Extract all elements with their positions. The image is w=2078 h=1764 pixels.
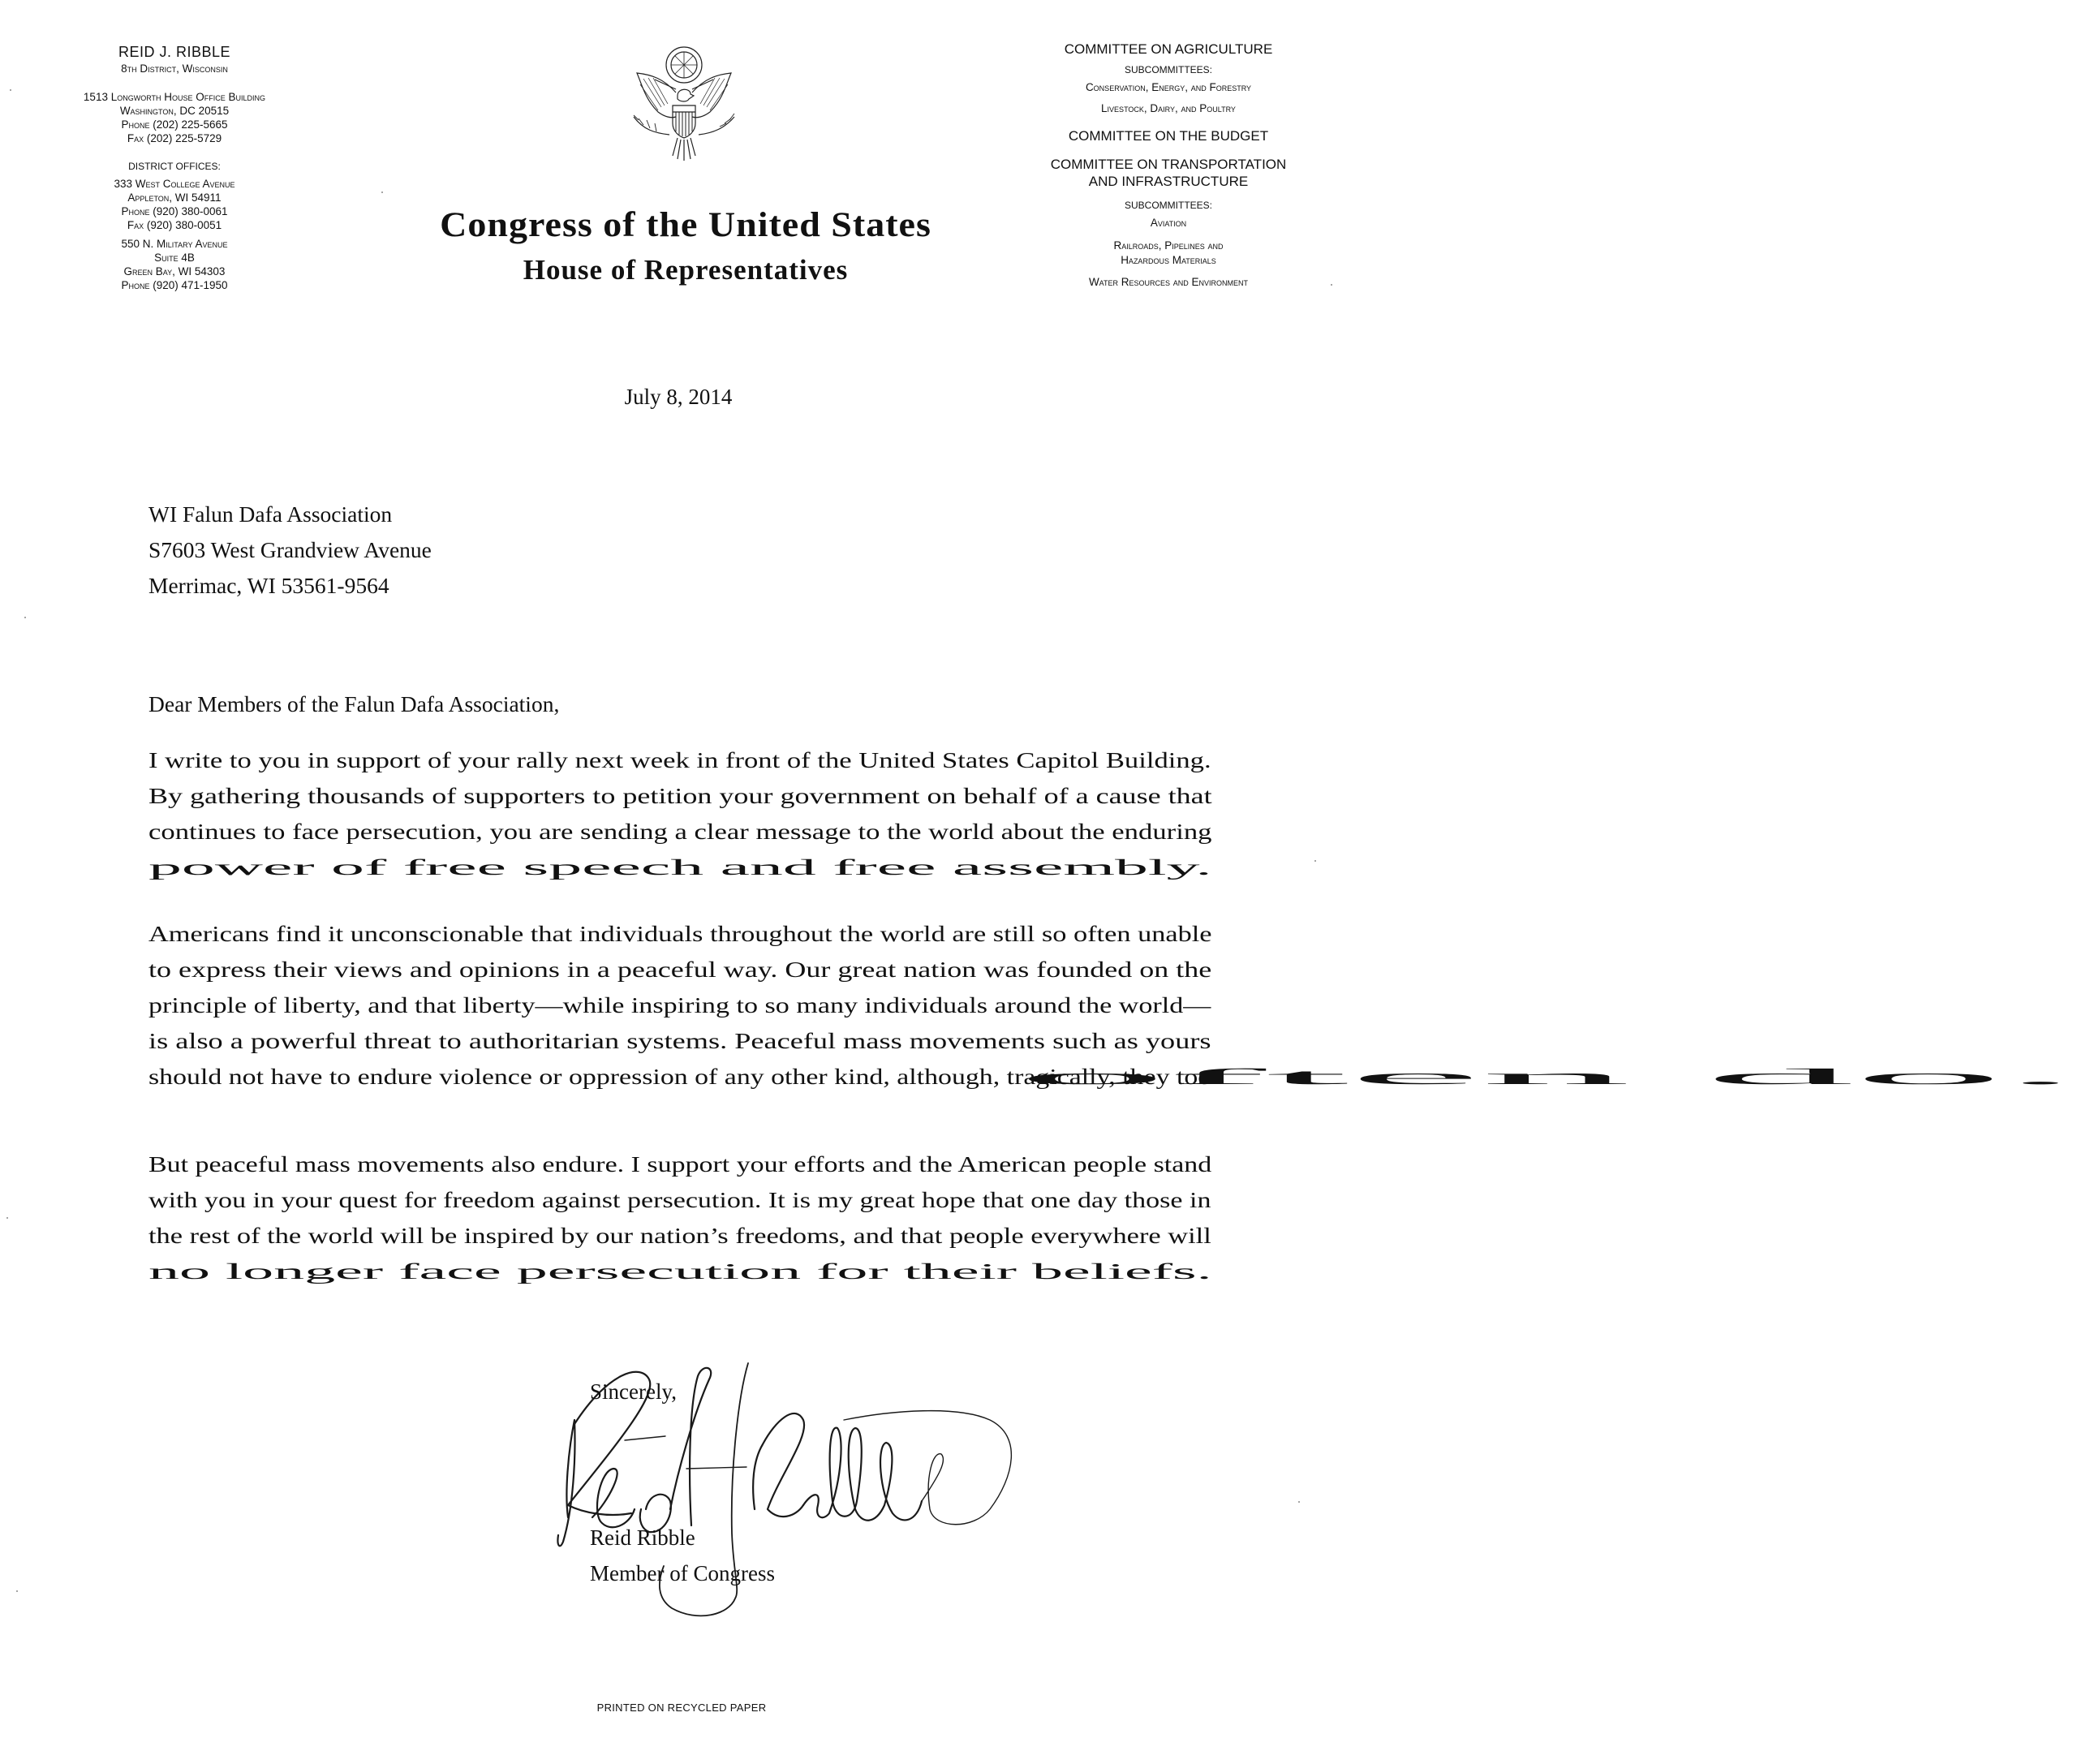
committee-agriculture: COMMITTEE ON AGRICULTURE (1064, 41, 1273, 57)
dc-office-line: Washington, DC 20515 (119, 105, 230, 117)
appleton-office-fax: Fax (920) 380-0051 (127, 219, 222, 231)
committee-budget: COMMITTEE ON THE BUDGET (1068, 128, 1269, 144)
committee-transportation: COMMITTEE ON TRANSPORTATION (1050, 157, 1287, 172)
subcommittee-item: Hazardous Materials (1121, 254, 1216, 266)
green-bay-office-line: 550 N. Military Avenue (121, 238, 228, 250)
dc-office-phone: Phone (202) 225-5665 (121, 118, 228, 131)
green-bay-office-phone: Phone (920) 471-1950 (121, 279, 228, 291)
letterhead-member-info (49, 42, 300, 292)
subcommittee-item: Railroads, Pipelines and (1113, 239, 1224, 252)
letter-date: July 8, 2014 (624, 385, 733, 409)
appleton-office-phone: Phone (920) 380-0061 (121, 205, 228, 217)
paragraph-line: But peaceful mass movements also endure. I support your efforts and the American people stand (148, 1151, 1212, 1177)
letterhead-committees (1010, 41, 1327, 290)
paragraph-line: principle of liberty, and that liberty—while inspiring to so many individuals around the world— (148, 992, 1211, 1018)
paragraph-line: the rest of the world will be inspired by our nation’s freedoms, and that people everywhere will (148, 1223, 1211, 1248)
subcommittee-item: Aviation (1150, 217, 1187, 229)
scan-speck (10, 89, 11, 91)
committee-transportation: AND INFRASTRUCTURE (1088, 174, 1249, 189)
subcommittee-item: Conservation, Energy, and Forestry (1085, 81, 1252, 93)
recipient-address (148, 497, 432, 604)
dc-office-fax: Fax (202) 225-5729 (127, 132, 222, 144)
recipient-line: Merrimac, WI 53561-9564 (148, 573, 389, 598)
scan-speck (1331, 284, 1332, 286)
paragraph-line: Americans find it unconscionable that individuals throughout the world are still so often unable (148, 921, 1212, 946)
recipient-line: S7603 West Grandview Avenue (148, 537, 432, 562)
appleton-office-line: Appleton, WI 54911 (127, 191, 222, 204)
paragraph-line: I write to you in support of your rally next week in front of the United States Capitol Building. (148, 747, 1211, 772)
paragraph-line: By gathering thousands of supporters to petition your government on behalf of a cause that (148, 783, 1212, 808)
signer-name: Reid Ribble (590, 1525, 695, 1550)
body-paragraph (148, 1147, 1220, 1289)
body-paragraph (148, 916, 2078, 1095)
district-offices-label: DISTRICT OFFICES: (128, 161, 221, 172)
paragraph-line: with you in your quest for freedom against persecution. It is my great hope that one day those in (148, 1187, 1211, 1212)
great-seal-eagle-icon (619, 42, 749, 172)
scan-speck (16, 1590, 18, 1592)
green-bay-office-line: Suite 4B (154, 252, 195, 264)
subcommittee-item: Livestock, Dairy, and Poultry (1101, 102, 1236, 114)
scan-speck (6, 1217, 8, 1219)
closing: Sincerely, (590, 1379, 677, 1404)
salutation: Dear Members of the Falun Dafa Association, (148, 691, 560, 716)
recipient-line: WI Falun Dafa Association (148, 501, 393, 527)
subcommittee-item: Water Resources and Environment (1088, 276, 1249, 288)
scan-speck (24, 617, 26, 618)
paragraph-line: power of free speech and free assembly. (148, 854, 1212, 880)
member-district: 8th District, Wisconsin (121, 62, 228, 75)
letterhead-title: Congress of the United States (440, 204, 931, 244)
signer-title: Member of Congress (590, 1561, 775, 1585)
scan-speck (381, 191, 383, 193)
subcommittees-label: SUBCOMMITTEES: (1124, 200, 1212, 211)
appleton-office-line: 333 West College Avenue (114, 178, 235, 190)
recycled-paper-notice: PRINTED ON RECYCLED PAPER (596, 1702, 767, 1714)
paragraph-line: no longer face persecution for their beliefs. (148, 1258, 1212, 1284)
paragraph-line: often do. (1017, 1064, 2078, 1089)
scan-speck (1298, 1501, 1300, 1503)
member-name: REID J. RIBBLE (118, 44, 231, 60)
body-paragraph (148, 742, 1220, 885)
letterhead-subtitle: House of Representatives (523, 254, 849, 286)
paragraph-line: continues to face persecution, you are sending a clear message to the world about the enduring (148, 819, 1212, 844)
paragraph-line: is also a powerful threat to authoritarian systems. Peaceful mass movements such as yours (148, 1028, 1211, 1053)
paragraph-line: should not have to endure violence or oppression of any other kind, although, tragically, they too (148, 1064, 1212, 1089)
green-bay-office-line: Green Bay, WI 54303 (123, 265, 226, 278)
paragraph-line: to express their views and opinions in a peaceful way. Our great nation was founded on the (148, 957, 1212, 982)
dc-office-line: 1513 Longworth House Office Building (83, 91, 266, 103)
subcommittees-label: SUBCOMMITTEES: (1124, 64, 1212, 75)
scan-speck (1314, 860, 1316, 862)
